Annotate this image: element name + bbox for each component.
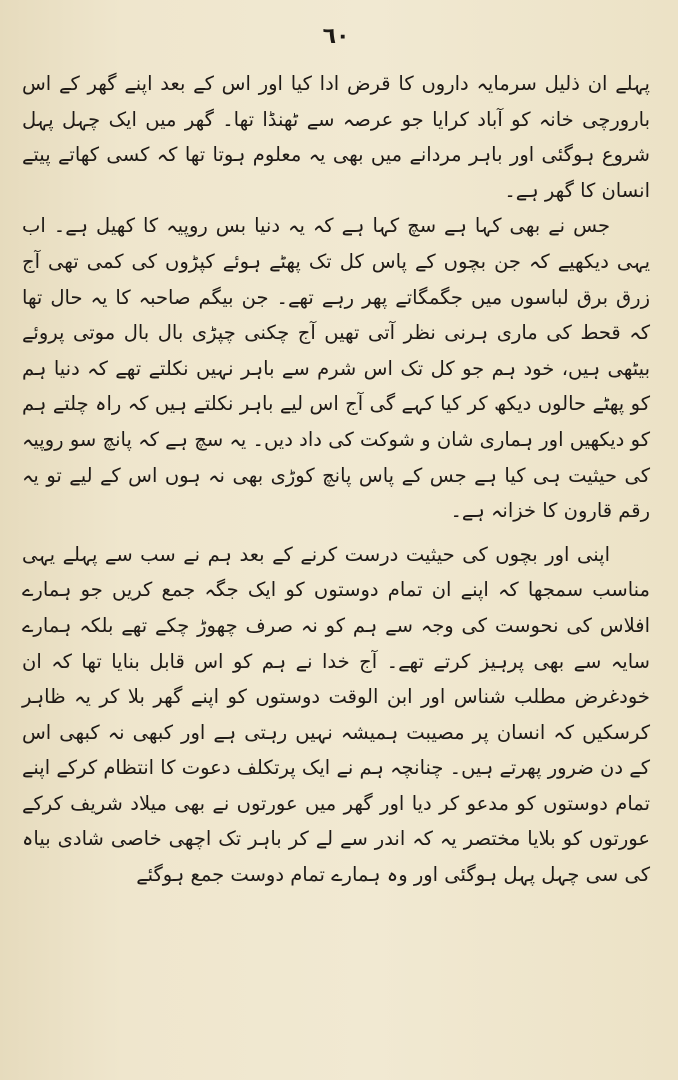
paragraph-3: اپنی اور بچوں کی حیثیت درست کرنے کے بعد ہم نے سب سے پہلے یہی مناسب سمجھا کہ اپنے ان تمام دوستوں کو ایک جگہ جمع کریں جو ہمارے افلاس کی نحوست کی وجہ سے ہم کو نہ صرف چھوڑ چکے تھے بلکہ ہمارے سایہ سے بھی پرہیز کرتے تھے۔ آج خدا نے ہم کو اس قابل بنایا تھا کہ ان خودغرض مطلب شناس اور ابن الوقت دوستوں کو اپنے گھر بلا کر یہ ظاہر کرسکیں کہ انسان پر مصیبت ہمیشہ نہیں رہتی ہے اور کبھی نہ کبھی اس کے دن ضرور پھرتے ہیں۔ چنانچہ ہم نے ایک پرتکلف دعوت کا انتظام کرکے اپنے تمام دوستوں کو مدعو کر دیا اور گھر میں عورتوں نے بھی میلاد شریف کرکے عورتوں کو بلایا مختصر یہ کہ اندر سے لے کر باہر تک اچھی خاصی شادی بیاہ کی سی چہل پہل ہوگئی اور وہ ہمارے تمام دوست جمع ہوگئے bbox=[22, 542, 650, 887]
page-body bbox=[22, 66, 650, 893]
page-number: ٦٠ bbox=[322, 24, 350, 49]
paragraph-2: جس نے بھی کہا ہے سچ کہا ہے کہ یہ دنیا بس روپیہ کا کھیل ہے۔ اب یہی دیکھیے کہ جن بچوں کے پاس کل تک پھٹے ہوئے کپڑوں کی کمی تھی آج زرق برق لباسوں میں جگمگاتے پھر رہے تھے۔ جن بیگم صاحبہ کا یہ حال تھا کہ قحط کی ماری ہرنی نظر آتی تھیں آج چکنی چپڑی بال بال موتی پروئے بیٹھی ہیں، خود ہم جو کل تک اس شرم سے باہر نہیں نکلتے تھے کہ دنیا ہم کو پھٹے حالوں دیکھ کر کیا کہے گی آج اس لیے باہر نکلتے ہیں کہ راہ چلتے ہم کو دیکھیں اور ہماری شان و شوکت کی داد دیں۔ یہ سچ ہے کہ پانچ سو روپیہ کی حیثیت ہی کیا ہے جس کے پاس پانچ کوڑی بھی نہ ہوں اس کے لیے تو یہ رقم قارون کا خزانہ ہے۔ bbox=[22, 214, 650, 523]
paragraph-1: پہلے ان ذلیل سرمایہ داروں کا قرض ادا کیا اور اس کے بعد اپنے گھر کے اس بارورچی خانہ کو آباد کرایا جو عرصہ سے ٹھنڈا تھا۔ گھر میں ایک چہل پہل شروع ہوگئی اور باہر مردانے میں بھی یہ معلوم ہوتا تھا کہ کسی کھاتے پیتے انسان کا گھر ہے۔ bbox=[22, 72, 650, 202]
